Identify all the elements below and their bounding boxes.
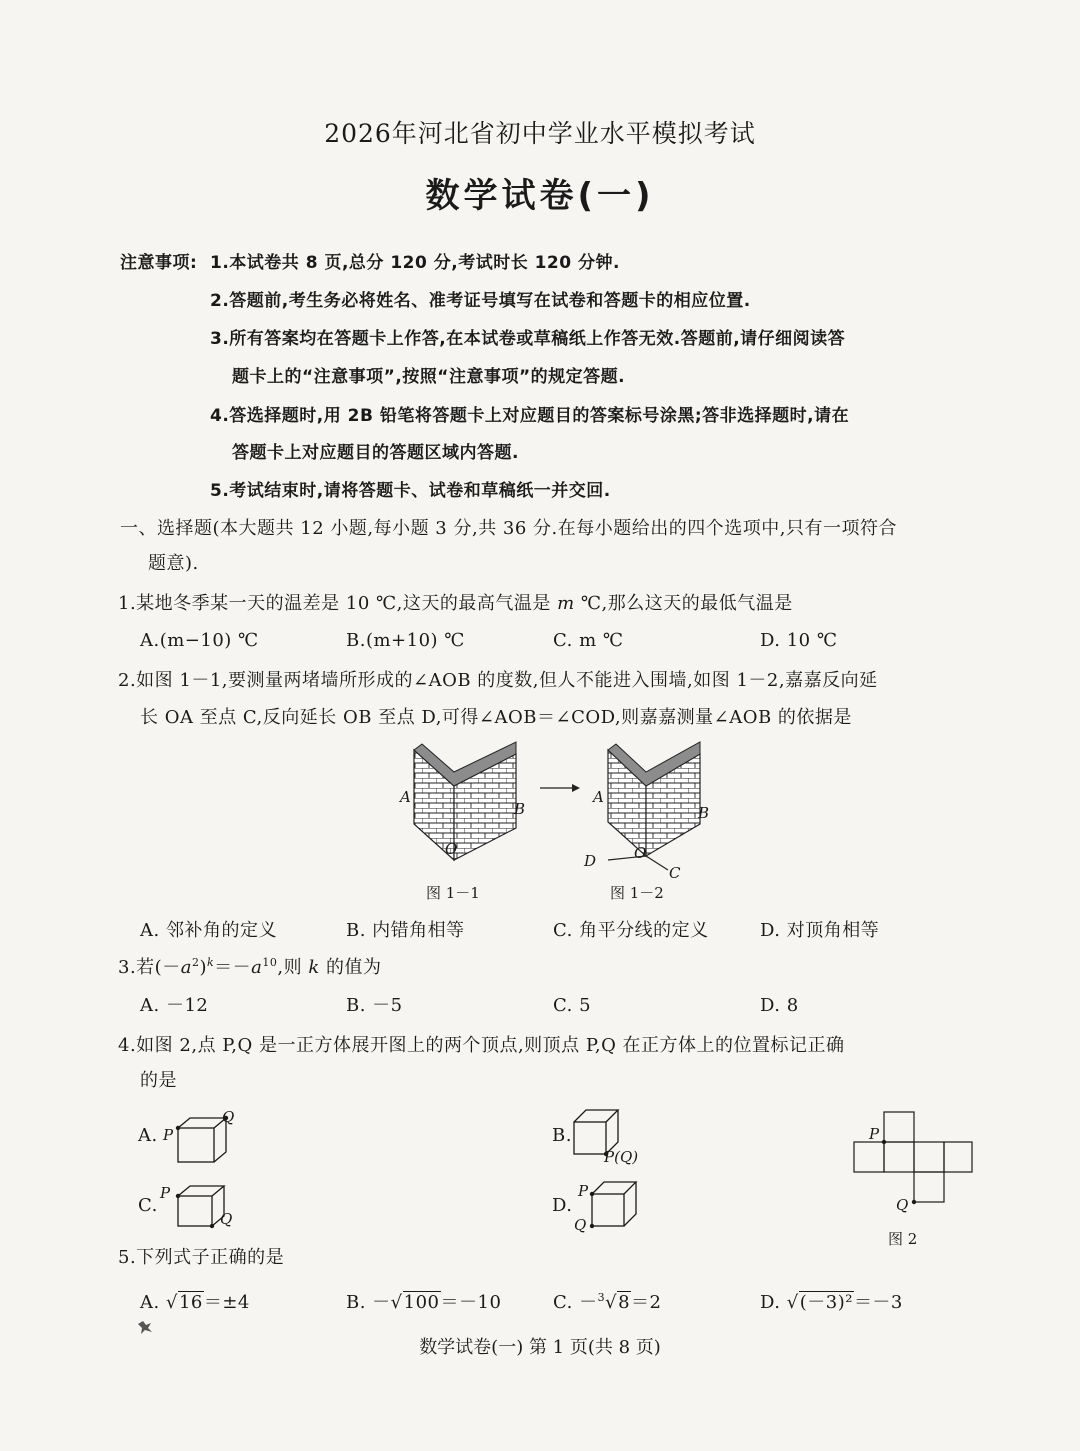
- figure-1-2-caption: 图 1－2: [610, 884, 664, 902]
- q3-exp-10: 10: [262, 956, 278, 969]
- figure-2-caption: 图 2: [888, 1230, 918, 1248]
- fig2-label-d: D: [584, 852, 597, 870]
- q1-option-a[interactable]: A.(m−10) ℃: [140, 630, 259, 651]
- q4-c-label-q: Q: [220, 1210, 233, 1228]
- q3-var-a2: a: [251, 957, 263, 978]
- q2-option-b[interactable]: B. 内错角相等: [346, 920, 465, 941]
- question-4-stem-line2: 的是: [140, 1070, 177, 1091]
- q5-d-letter: D.: [760, 1292, 787, 1313]
- question-2-stem-line2: 长 OA 至点 C,反向延长 OB 至点 D,可得∠AOB＝∠COD,则嘉嘉测量∠AOB 的依据是: [140, 707, 852, 728]
- q3-mid: ＝－: [214, 957, 252, 978]
- q5-option-a[interactable]: A. √16＝±4: [140, 1292, 250, 1313]
- q4-option-a-cube[interactable]: [160, 1106, 250, 1168]
- q2-option-d[interactable]: D. 对顶角相等: [760, 920, 880, 941]
- wall-figure-1: [398, 742, 525, 860]
- q3-var-a: a: [180, 957, 192, 978]
- question-2-stem-line1: 2.如图 1－1,要测量两堵墙所形成的∠AOB 的度数,但人不能进入围墙,如图 1－2,嘉嘉反向延: [118, 670, 878, 691]
- q4-d-label-p: P: [578, 1182, 589, 1200]
- notice-item-2: 2.答题前,考生务必将姓名、准考证号填写在试卷和答题卡的相应位置.: [210, 291, 751, 311]
- q5-b-letter: B.: [346, 1292, 373, 1313]
- q3-option-d[interactable]: D. 8: [760, 995, 799, 1016]
- figure-1-1-caption: 图 1－1: [426, 884, 480, 902]
- q5-c-index: 3: [597, 1291, 606, 1304]
- q4-option-a-letter[interactable]: A.: [138, 1125, 158, 1146]
- q5-b-radicand: 100: [403, 1292, 440, 1313]
- q5-c-prefix: －: [579, 1292, 598, 1313]
- notice-item-5: 5.考试结束时,请将答题卡、试卷和草稿纸一并交回.: [210, 481, 611, 501]
- notice-item-1: 1.本试卷共 8 页,总分 120 分,考试时长 120 分钟.: [210, 253, 620, 273]
- q4-d-label-q: Q: [574, 1216, 587, 1234]
- q1-var-m: m: [557, 593, 575, 614]
- q3-option-a[interactable]: A. －12: [140, 995, 209, 1016]
- fig1-label-a: A: [400, 788, 411, 806]
- fig1-label-o: O: [445, 840, 458, 858]
- q4-option-c-letter[interactable]: C.: [138, 1195, 158, 1216]
- fig2-label-c: C: [669, 864, 681, 882]
- q5-c-letter: C.: [553, 1292, 580, 1313]
- q5-b-prefix: －: [372, 1292, 391, 1313]
- notice-label: 注意事项:: [120, 253, 198, 273]
- q5-a-radicand: 16: [178, 1292, 203, 1313]
- figure-2-cube-net: [846, 1106, 978, 1222]
- question-3-stem: 3.若$(-a^2)^k=-a^{10}$,则 k 的值为: [118, 956, 382, 978]
- q5-a-letter: A.: [140, 1292, 166, 1313]
- question-4-stem-line1: 4.如图 2,点 P,Q 是一正方体展开图上的两个顶点,则顶点 P,Q 在正方体上的位置标记正确: [118, 1035, 845, 1056]
- q4-option-b-cube[interactable]: [568, 1104, 658, 1170]
- q1-stem-b: ℃,那么这天的最低气温是: [574, 593, 793, 614]
- q1-stem-a: 1.某地冬季某一天的温差是 10 ℃,这天的最高气温是: [118, 593, 558, 614]
- question-5-stem: 5.下列式子正确的是: [118, 1247, 285, 1268]
- q5-d-rest: ＝－3: [853, 1292, 903, 1313]
- q5-c-rest: ＝2: [631, 1292, 662, 1313]
- q3-exp-k: k: [206, 956, 215, 969]
- q4-b-label-pq: P(Q): [604, 1148, 639, 1166]
- arrow-icon: [540, 784, 580, 792]
- q3-suffix: ,则: [277, 957, 309, 978]
- notice-item-4-cont: 答题卡上对应题目的答题区域内答题.: [232, 443, 519, 463]
- fig2-label-o: O: [634, 844, 647, 862]
- section-heading: 一、选择题(本大题共 12 小题,每小题 3 分,共 36 分.在每小题给出的四个选项中,只有一项符合: [120, 518, 897, 539]
- q3-exp-2: 2: [191, 956, 200, 969]
- fig2-label-a: A: [593, 788, 604, 806]
- q1-option-b[interactable]: B.(m+10) ℃: [346, 630, 465, 651]
- q3-end: 的值为: [319, 957, 382, 978]
- q1-option-c[interactable]: C. m ℃: [553, 630, 624, 651]
- notice-item-3: 3.所有答案均在答题卡上作答,在本试卷或草稿纸上作答无效.答题前,请仔细阅读答: [210, 329, 846, 349]
- q4-a-label-p: P: [163, 1126, 174, 1144]
- section-heading-cont: 题意).: [148, 553, 199, 574]
- paper-title: 数学试卷(一): [425, 176, 655, 216]
- exam-title: 2026年河北省初中学业水平模拟考试: [324, 119, 756, 148]
- q5-a-rest: ＝±4: [203, 1292, 250, 1313]
- q5-option-b[interactable]: B. －√100＝－10: [346, 1292, 502, 1313]
- q4-option-d-cube[interactable]: [570, 1174, 660, 1240]
- notice-item-4: 4.答选择题时,用 2B 铅笔将答题卡上对应题目的答案标号涂黑;答非选择题时,请在: [210, 406, 850, 426]
- q4-option-c-cube[interactable]: [158, 1176, 248, 1242]
- q4-a-label-q: Q: [222, 1108, 235, 1126]
- fig2-label-p: P: [869, 1125, 880, 1143]
- wall-figure-2: [583, 742, 709, 882]
- page-footer: 数学试卷(一) 第 1 页(共 8 页): [419, 1337, 661, 1358]
- notice-item-3-cont: 题卡上的“注意事项”,按照“注意事项”的规定答题.: [232, 367, 626, 387]
- fig1-label-b: B: [514, 800, 526, 818]
- q5-option-d[interactable]: D. √(－3)²＝－3: [760, 1292, 903, 1313]
- q3-option-c[interactable]: C. 5: [553, 995, 592, 1016]
- q5-c-radicand: 8: [618, 1292, 631, 1313]
- q5-b-rest: ＝－10: [440, 1292, 502, 1313]
- question-1-stem: [118, 592, 793, 616]
- q5-d-radicand: (－3)²: [799, 1292, 853, 1313]
- q4-option-d-letter[interactable]: D.: [552, 1195, 573, 1216]
- q3-option-b[interactable]: B. －5: [346, 995, 403, 1016]
- q3-var-k: k: [308, 957, 320, 978]
- figure-1-walls: [380, 738, 740, 888]
- q2-option-a[interactable]: A. 邻补角的定义: [140, 920, 277, 941]
- fig2-label-b: B: [698, 804, 710, 822]
- q3-prefix: 3.若(－: [118, 957, 181, 978]
- q2-option-c[interactable]: C. 角平分线的定义: [553, 920, 709, 941]
- q4-option-b-letter[interactable]: B.: [552, 1125, 572, 1146]
- fig2-label-q: Q: [896, 1196, 909, 1214]
- q5-option-c[interactable]: C. －$^3$√8＝2: [553, 1291, 662, 1313]
- q1-option-d[interactable]: D. 10 ℃: [760, 630, 838, 651]
- q4-c-label-p: P: [160, 1184, 171, 1202]
